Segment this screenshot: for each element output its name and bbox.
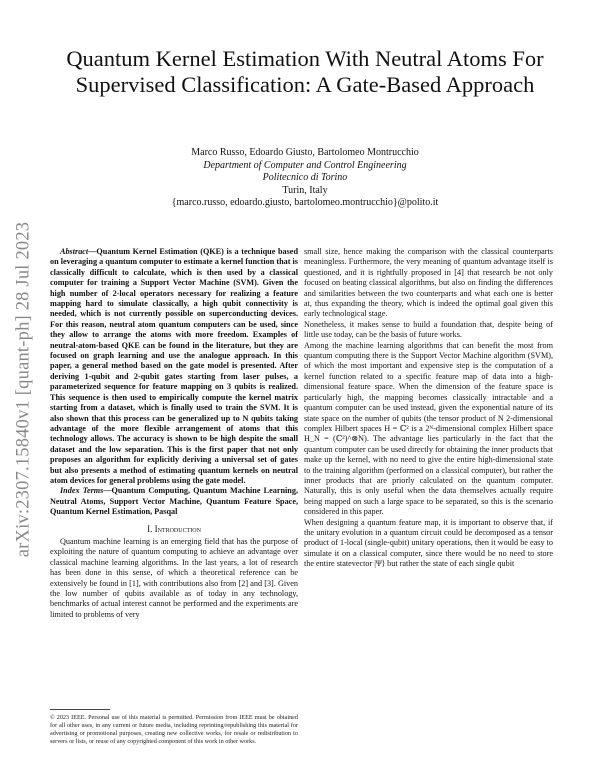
arxiv-stamp-text: arXiv:2307.15840v1 [quant-ph] 28 Jul 2023: [13, 221, 34, 557]
paper-title: Quantum Kernel Estimation With Neutral Atoms For Supervised Classification: A Gate-Based Approach: [66, 46, 544, 97]
author-institution: Politecnico di Torino: [262, 172, 348, 184]
right-column: [304, 247, 553, 570]
abstract: [50, 247, 298, 486]
intro-paragraph: Quantum machine learning is an emerging field that has the purpose of exploiting the nature of quantum computing to achieve an advantage over classical machine learning algorithms. In the last years, a lot of research has been done in this sense, of which a theoretical reference can be extensively be found in [1], with contributions also from [2] and [3]. Given the low number of qubits available as of today in any technology, benchmarks of actual interest cannot be performed and the experiments are limited to problems of very: [50, 536, 298, 619]
section-heading: I. Introduction: [147, 523, 201, 534]
copyright-footnote: © 2023 IEEE. Personal use of this material is permitted. Permission from IEEE must be obtained for all other uses, in any current or future media, including reprinting/republishing this material for advertising or promotional purposes, creating new collective works, for resale or redistribution to servers or lists, or reuse of any copyrighted component of this work in other works.: [50, 714, 298, 745]
right-paragraph-4: When designing a quantum feature map, it is important to observe that, if the unitary evolution in a quantum circuit could be decomposed as a tensor product of 1-local (single-qubit) unitary operations, then it would be easy to simulate it on a classical computer, since there would be no need to store the entire statevector |Ψ⟩ but rather the state of each single qubit: [304, 517, 553, 569]
author-block: [60, 147, 550, 210]
right-paragraph-1: small size, hence making the comparison with the classical counterparts meaningless. Furthermore, the very meaning of quantum advantage itself is questioned, and it is rightfully proposed in [4] that research be not only focused on beating classical algorithms, but also on finding the differences and similarities between the two counterparts and what each one is better at, thus expanding the theory, which is indeed the optimal goal given this early technological stage.: [304, 247, 553, 319]
left-column: [50, 247, 298, 620]
author-location: Turin, Italy: [282, 184, 328, 196]
author-emails: {marco.russo, edoardo.giusto, bartolomeo.montrucchio}@polito.it: [171, 197, 439, 209]
right-paragraph-2: Nonetheless, it makes sense to build a foundation that, despite being of little use today, can be the basis of future works.: [304, 319, 553, 340]
arxiv-stamp: [6, 221, 42, 557]
abstract-text: —Quantum Kernel Estimation (QKE) is a technique based on leveraging a quantum computer to estimate a kernel function that is classically difficult to calculate, which is then used by a classical computer for training a Support Vector Machine (SVM). Given the high number of 2-local operators necessary for realizing a feature mapping hard to simulate classically, a high qubit connectivity is needed, which is not currently possible on superconducting devices. For this reason, neutral atom quantum computers can be used, since they allow to arrange the atoms with more freedom. Examples of neutral-atom-based QKE can be found in the literature, but they are focused on graph learning and use the analogue approach. In this paper, a general method based on the gate model is presented. After deriving 1-qubit and 2-qubit gates starting from laser pulses, a parameterized sequence for feature mapping on 3 qubits is realized. This sequence is then used to empirically compute the kernel matrix starting from a dataset, which is finally used to train the SVM. It is also shown that this process can be generalized up to N qubits taking advantage of the more flexible arrangement of atoms that this technology allows. The accuracy is shown to be high despite the small dataset and the low separation. This is the first paper that not only proposes an algorithm for explicitly deriving a universal set of gates but also presents a method of estimating quantum kernels on neutral atom devices for general problems using the gate model.: [50, 247, 298, 485]
author-department: Department of Computer and Control Engineering: [203, 159, 407, 171]
index-terms-lead: Index Terms: [60, 486, 104, 496]
author-names: Marco Russo, Edoardo Giusto, Bartolomeo Montrucchio: [191, 147, 419, 158]
index-terms-text: —Quantum Computing, Quantum Machine Learning, Neutral Atoms, Support Vector Machine, Quantum Feature Space, Quantum Kernel Estimation, Pasqal: [50, 486, 298, 517]
right-paragraph-3: Among the machine learning algorithms that can benefit the most from quantum computing there is the Support Vector Machine algorithm (SVM), of which the most important and expensive step is the computation of a kernel function related to a specific feature map of data into a high-dimensional feature space. When the dimension of the feature space is particularly high, the mapping becomes classically intractable and a quantum computer can be used instead, given the exponential nature of its state space on the number of qubits (the tensor product of N 2-dimensional complex Hilbert spaces H = ℂ² is a 2ᴺ-dimensional complex Hilbert space H_N = (ℂ²)^⊗N). The advantage lies particularly in the fact that the quantum computer can be used directly for obtaining the inner products that make up the kernel, with no need to give the entire high-dimensional state to the training algorithm (performed on a classical computer), but rather the inner products that are priorly calculated on the quantum computer. Naturally, this is only useful when the data themselves actually require being mapped on such a large space to be separated, so this is the scenario considered in this paper.: [304, 340, 553, 517]
index-terms: [50, 486, 298, 517]
abstract-lead: Abstract: [60, 247, 89, 256]
